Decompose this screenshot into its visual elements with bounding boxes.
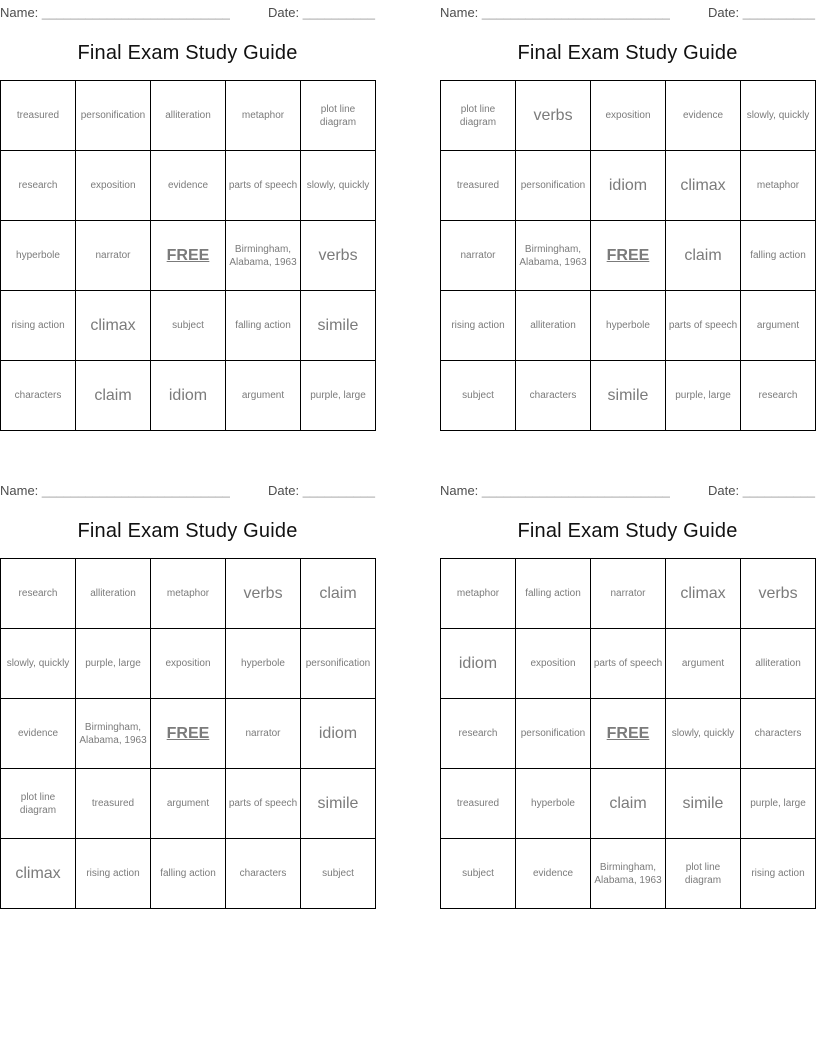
- date-label: Date:: [707, 483, 740, 498]
- bingo-cell: falling action: [226, 291, 301, 361]
- name-field: [0, 483, 230, 498]
- bingo-cell: subject: [151, 291, 226, 361]
- bingo-cell: Birmingham, Alabama, 1963: [226, 221, 301, 291]
- bingo-row: [441, 291, 816, 361]
- bingo-cell: alliteration: [151, 81, 226, 151]
- bingo-cell: parts of speech: [666, 291, 741, 361]
- bingo-card: [0, 5, 375, 431]
- bingo-row: [441, 629, 816, 699]
- bingo-cell: subject: [441, 839, 516, 909]
- bingo-cell: slowly, quickly: [1, 629, 76, 699]
- bingo-cell: characters: [1, 361, 76, 431]
- bingo-cell: purple, large: [666, 361, 741, 431]
- card-header: [0, 483, 375, 498]
- bingo-cell: exposition: [76, 151, 151, 221]
- card-title: Final Exam Study Guide: [517, 520, 738, 542]
- bingo-cell: argument: [226, 361, 301, 431]
- bingo-cell: argument: [666, 629, 741, 699]
- bingo-row: [441, 839, 816, 909]
- bingo-cell: falling action: [741, 221, 816, 291]
- name-line: __________________________: [481, 5, 670, 20]
- bingo-cell: treasured: [76, 769, 151, 839]
- bingo-cell: subject: [441, 361, 516, 431]
- bingo-cell: rising action: [1, 291, 76, 361]
- bingo-row: [441, 699, 816, 769]
- bingo-row: [1, 559, 376, 629]
- bingo-cell: purple, large: [76, 629, 151, 699]
- bingo-cell: climax: [666, 559, 741, 629]
- bingo-cell: argument: [741, 291, 816, 361]
- bingo-cell: metaphor: [226, 81, 301, 151]
- name-label: Name:: [0, 483, 39, 498]
- name-field: [0, 5, 230, 20]
- bingo-cell: treasured: [441, 769, 516, 839]
- bingo-cell: argument: [151, 769, 226, 839]
- bingo-cell: plot line diagram: [441, 81, 516, 151]
- date-label: Date:: [267, 483, 300, 498]
- bingo-cell: narrator: [441, 221, 516, 291]
- bingo-cell: alliteration: [741, 629, 816, 699]
- bingo-row: [441, 221, 816, 291]
- bingo-cell: hyperbole: [1, 221, 76, 291]
- date-line: __________: [742, 5, 815, 20]
- bingo-cell: treasured: [1, 81, 76, 151]
- name-label: Name:: [440, 483, 479, 498]
- bingo-cell: narrator: [591, 559, 666, 629]
- bingo-cell: idiom: [301, 699, 376, 769]
- bingo-row: [1, 361, 376, 431]
- bingo-cell: purple, large: [301, 361, 376, 431]
- bingo-card: [440, 483, 815, 909]
- bingo-cell: claim: [591, 769, 666, 839]
- bingo-cell: hyperbole: [226, 629, 301, 699]
- date-line: __________: [302, 5, 375, 20]
- bingo-row: [1, 221, 376, 291]
- bingo-row: [1, 81, 376, 151]
- bingo-cell: characters: [226, 839, 301, 909]
- free-space-cell: FREE: [151, 221, 226, 291]
- bingo-cell: plot line diagram: [1, 769, 76, 839]
- bingo-cell: climax: [666, 151, 741, 221]
- bingo-row: [441, 81, 816, 151]
- card-title: Final Exam Study Guide: [517, 42, 738, 64]
- name-label: Name:: [0, 5, 39, 20]
- bingo-cell: exposition: [151, 629, 226, 699]
- bingo-row: [1, 699, 376, 769]
- bingo-cell: verbs: [741, 559, 816, 629]
- free-space-cell: FREE: [591, 699, 666, 769]
- bingo-cell: idiom: [591, 151, 666, 221]
- bingo-cell: narrator: [76, 221, 151, 291]
- free-space-cell: FREE: [591, 221, 666, 291]
- bingo-cell: simile: [666, 769, 741, 839]
- date-line: __________: [302, 483, 375, 498]
- bingo-cell: climax: [76, 291, 151, 361]
- name-field: [440, 5, 670, 20]
- bingo-cell: evidence: [666, 81, 741, 151]
- bingo-cell: evidence: [151, 151, 226, 221]
- bingo-cell: evidence: [1, 699, 76, 769]
- bingo-cell: simile: [301, 769, 376, 839]
- bingo-cell: rising action: [76, 839, 151, 909]
- bingo-row: [1, 151, 376, 221]
- bingo-row: [1, 769, 376, 839]
- date-label: Date:: [707, 5, 740, 20]
- bingo-cell: metaphor: [151, 559, 226, 629]
- bingo-row: [441, 769, 816, 839]
- bingo-cell: evidence: [516, 839, 591, 909]
- bingo-cell: metaphor: [441, 559, 516, 629]
- bingo-cell: metaphor: [741, 151, 816, 221]
- free-space-cell: FREE: [151, 699, 226, 769]
- bingo-row: [441, 361, 816, 431]
- date-field: [708, 5, 815, 20]
- bingo-grid: [440, 558, 816, 909]
- bingo-cell: climax: [1, 839, 76, 909]
- bingo-cell: Birmingham, Alabama, 1963: [516, 221, 591, 291]
- bingo-cell: exposition: [516, 629, 591, 699]
- bingo-cell: purple, large: [741, 769, 816, 839]
- bingo-cell: claim: [301, 559, 376, 629]
- bingo-cell: claim: [666, 221, 741, 291]
- name-field: [440, 483, 670, 498]
- bingo-row: [441, 151, 816, 221]
- card-header: [0, 5, 375, 20]
- date-field: [268, 5, 375, 20]
- bingo-row: [1, 291, 376, 361]
- date-field: [268, 483, 375, 498]
- card-title: Final Exam Study Guide: [77, 42, 298, 64]
- bingo-row: [441, 559, 816, 629]
- name-line: __________________________: [41, 483, 230, 498]
- bingo-cell: research: [1, 559, 76, 629]
- bingo-cell: alliteration: [516, 291, 591, 361]
- bingo-cell: verbs: [226, 559, 301, 629]
- bingo-cell: verbs: [516, 81, 591, 151]
- bingo-grid: [0, 80, 376, 431]
- bingo-cell: personification: [301, 629, 376, 699]
- name-line: __________________________: [41, 5, 230, 20]
- bingo-grid: [0, 558, 376, 909]
- card-header: [440, 483, 815, 498]
- bingo-cell: research: [1, 151, 76, 221]
- bingo-cell: claim: [76, 361, 151, 431]
- bingo-cell: Birmingham, Alabama, 1963: [591, 839, 666, 909]
- bingo-cell: falling action: [516, 559, 591, 629]
- bingo-cell: narrator: [226, 699, 301, 769]
- date-line: __________: [742, 483, 815, 498]
- bingo-cell: plot line diagram: [301, 81, 376, 151]
- bingo-cell: characters: [741, 699, 816, 769]
- bingo-cell: verbs: [301, 221, 376, 291]
- bingo-row: [1, 839, 376, 909]
- name-label: Name:: [440, 5, 479, 20]
- bingo-cell: research: [741, 361, 816, 431]
- bingo-card: [440, 5, 815, 431]
- bingo-cell: personification: [76, 81, 151, 151]
- bingo-cell: parts of speech: [226, 769, 301, 839]
- bingo-cell: treasured: [441, 151, 516, 221]
- bingo-cell: rising action: [441, 291, 516, 361]
- card-header: [440, 5, 815, 20]
- bingo-cell: hyperbole: [591, 291, 666, 361]
- bingo-cell: hyperbole: [516, 769, 591, 839]
- bingo-cell: slowly, quickly: [301, 151, 376, 221]
- name-line: __________________________: [481, 483, 670, 498]
- bingo-cell: research: [441, 699, 516, 769]
- bingo-cell: idiom: [441, 629, 516, 699]
- bingo-cell: parts of speech: [591, 629, 666, 699]
- bingo-cell: alliteration: [76, 559, 151, 629]
- bingo-cell: parts of speech: [226, 151, 301, 221]
- bingo-cell: simile: [591, 361, 666, 431]
- bingo-grid: [440, 80, 816, 431]
- card-title: Final Exam Study Guide: [77, 520, 298, 542]
- bingo-cell: personification: [516, 699, 591, 769]
- bingo-cell: plot line diagram: [666, 839, 741, 909]
- date-label: Date:: [267, 5, 300, 20]
- date-field: [708, 483, 815, 498]
- bingo-cell: idiom: [151, 361, 226, 431]
- bingo-cell: characters: [516, 361, 591, 431]
- bingo-cell: simile: [301, 291, 376, 361]
- bingo-row: [1, 629, 376, 699]
- bingo-cell: subject: [301, 839, 376, 909]
- bingo-cell: exposition: [591, 81, 666, 151]
- bingo-cell: falling action: [151, 839, 226, 909]
- bingo-cell: rising action: [741, 839, 816, 909]
- bingo-cell: Birmingham, Alabama, 1963: [76, 699, 151, 769]
- bingo-cell: slowly, quickly: [741, 81, 816, 151]
- bingo-cell: slowly, quickly: [666, 699, 741, 769]
- bingo-card: [0, 483, 375, 909]
- bingo-cell: personification: [516, 151, 591, 221]
